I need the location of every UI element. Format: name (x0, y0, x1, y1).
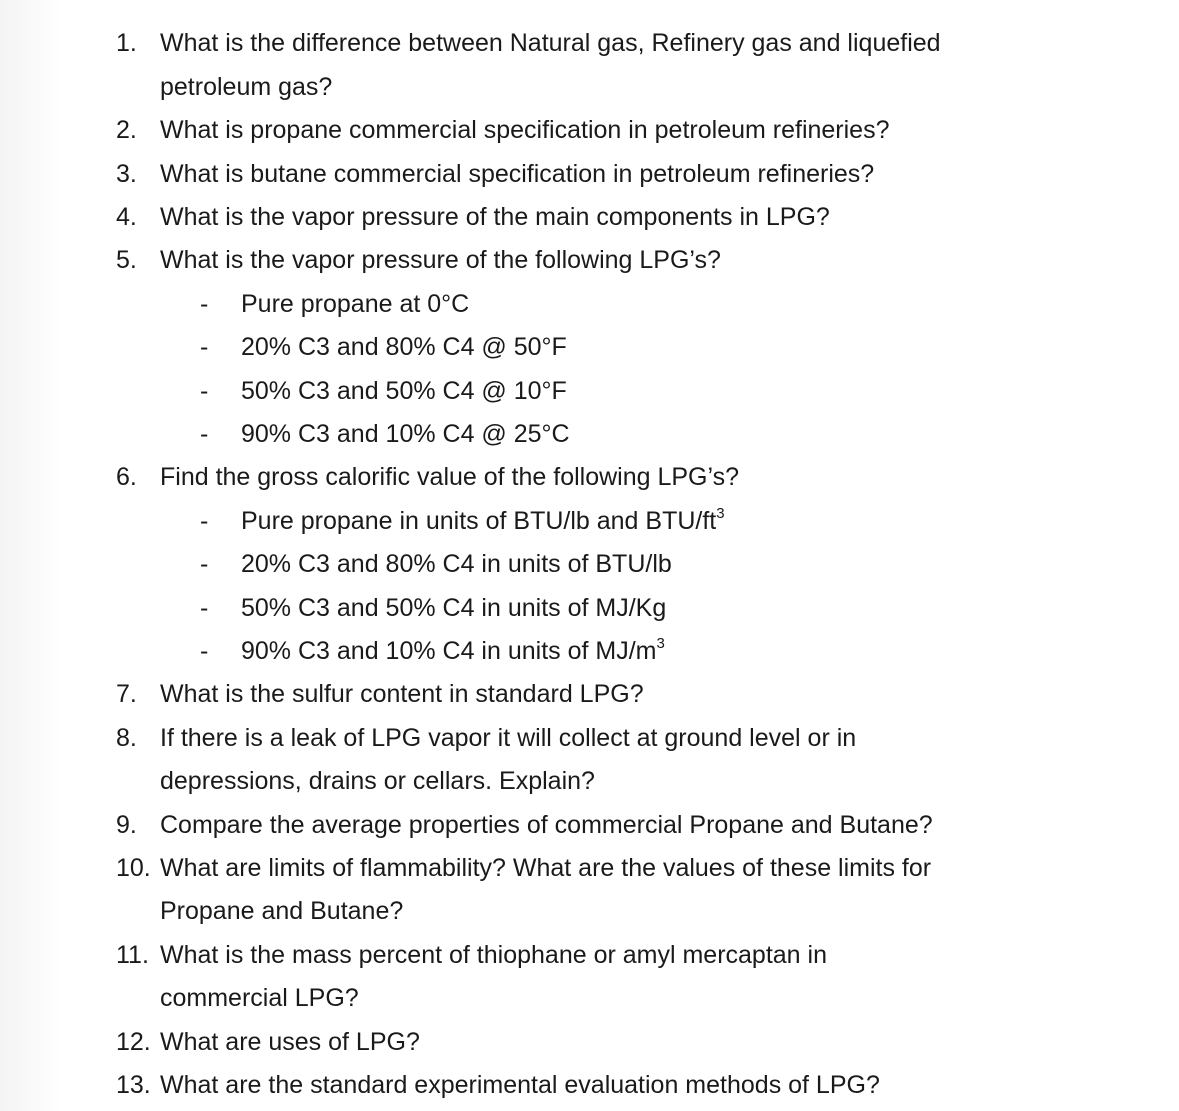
sub-item (0, 542, 1179, 586)
question-text: What is propane commercial specification in petroleum refineries? (160, 116, 890, 144)
question-text: What is the sulfur content in standard LPG? (160, 680, 644, 708)
sub-item-text (241, 629, 665, 673)
question-text: What is butane commercial specification in petroleum refineries? (160, 160, 875, 188)
dash-bullet: - (200, 290, 209, 318)
dash-bullet: - (200, 637, 209, 665)
question-number: 11. (116, 941, 149, 969)
question-text: What is the mass percent of thiophane or amyl mercaptan in (160, 941, 827, 969)
question-6-line (0, 455, 1179, 499)
question-1-continuation (0, 65, 1179, 109)
question-text: commercial LPG? (160, 984, 359, 1012)
question-number: 6. (116, 463, 137, 491)
question-2-line (0, 108, 1179, 152)
question-text: Propane and Butane? (160, 897, 404, 925)
question-number: 10. (116, 854, 151, 882)
dash-bullet: - (200, 594, 209, 622)
question-number: 12. (116, 1028, 151, 1056)
question-number: 13. (116, 1071, 151, 1099)
question-3-line (0, 152, 1179, 196)
question-text: What are the standard experimental evaluation methods of LPG? (160, 1071, 880, 1099)
question-8-line (0, 716, 1179, 760)
sub-item-text: 20% C3 and 80% C4 @ 50°F (241, 333, 567, 361)
question-text: What is the vapor pressure of the following LPG’s? (160, 246, 721, 274)
question-text: What are uses of LPG? (160, 1028, 420, 1056)
question-5-line (0, 238, 1179, 282)
sub-item-text-main: Pure propane in units of BTU/lb and BTU/ft (241, 507, 717, 535)
sub-item-text: 50% C3 and 50% C4 @ 10°F (241, 377, 567, 405)
question-number: 8. (116, 724, 137, 752)
dash-bullet: - (200, 377, 209, 405)
sub-item (0, 629, 1179, 673)
question-text: Find the gross calorific value of the following LPG’s? (160, 463, 740, 491)
question-text: What are limits of flammability? What are the values of these limits for (160, 854, 932, 882)
sub-item (0, 325, 1179, 369)
question-10-line (0, 846, 1179, 890)
superscript: 3 (716, 504, 725, 522)
question-number: 7. (116, 680, 137, 708)
dash-bullet: - (200, 550, 209, 578)
question-11-continuation (0, 976, 1179, 1020)
question-text: Compare the average properties of commercial Propane and Butane? (160, 811, 933, 839)
sub-item-text: 20% C3 and 80% C4 in units of BTU/lb (241, 550, 672, 578)
question-text: What is the vapor pressure of the main components in LPG? (160, 203, 830, 231)
question-text: If there is a leak of LPG vapor it will collect at ground level or in (160, 724, 857, 752)
sub-item-text: Pure propane at 0°C (241, 290, 470, 318)
dash-bullet: - (200, 420, 209, 448)
sub-item (0, 282, 1179, 326)
question-number: 3. (116, 160, 137, 188)
question-11-line (0, 933, 1179, 977)
sub-item-text: 90% C3 and 10% C4 @ 25°C (241, 420, 570, 448)
question-10-continuation (0, 889, 1179, 933)
sub-item-text: 50% C3 and 50% C4 in units of MJ/Kg (241, 594, 667, 622)
question-number: 5. (116, 246, 137, 274)
superscript: 3 (656, 634, 665, 652)
question-text: petroleum gas? (160, 73, 333, 101)
question-7-line (0, 672, 1179, 716)
question-9-line (0, 803, 1179, 847)
question-1-line (0, 21, 1179, 65)
dash-bullet: - (200, 507, 209, 535)
question-4-line (0, 195, 1179, 239)
sub-item-text-main: 90% C3 and 10% C4 in units of MJ/m (241, 637, 657, 665)
question-number: 1. (116, 29, 137, 57)
question-8-continuation (0, 759, 1179, 803)
sub-item (0, 499, 1179, 543)
sub-item (0, 369, 1179, 413)
sub-item (0, 586, 1179, 630)
question-number: 4. (116, 203, 137, 231)
question-12-line (0, 1020, 1179, 1064)
sub-item-text (241, 499, 725, 543)
question-text: depressions, drains or cellars. Explain? (160, 767, 595, 795)
question-number: 9. (116, 811, 137, 839)
question-13-line (0, 1063, 1179, 1107)
question-number: 2. (116, 116, 137, 144)
question-text: What is the difference between Natural gas, Refinery gas and liquefied (160, 29, 941, 57)
dash-bullet: - (200, 333, 209, 361)
sub-item (0, 412, 1179, 456)
